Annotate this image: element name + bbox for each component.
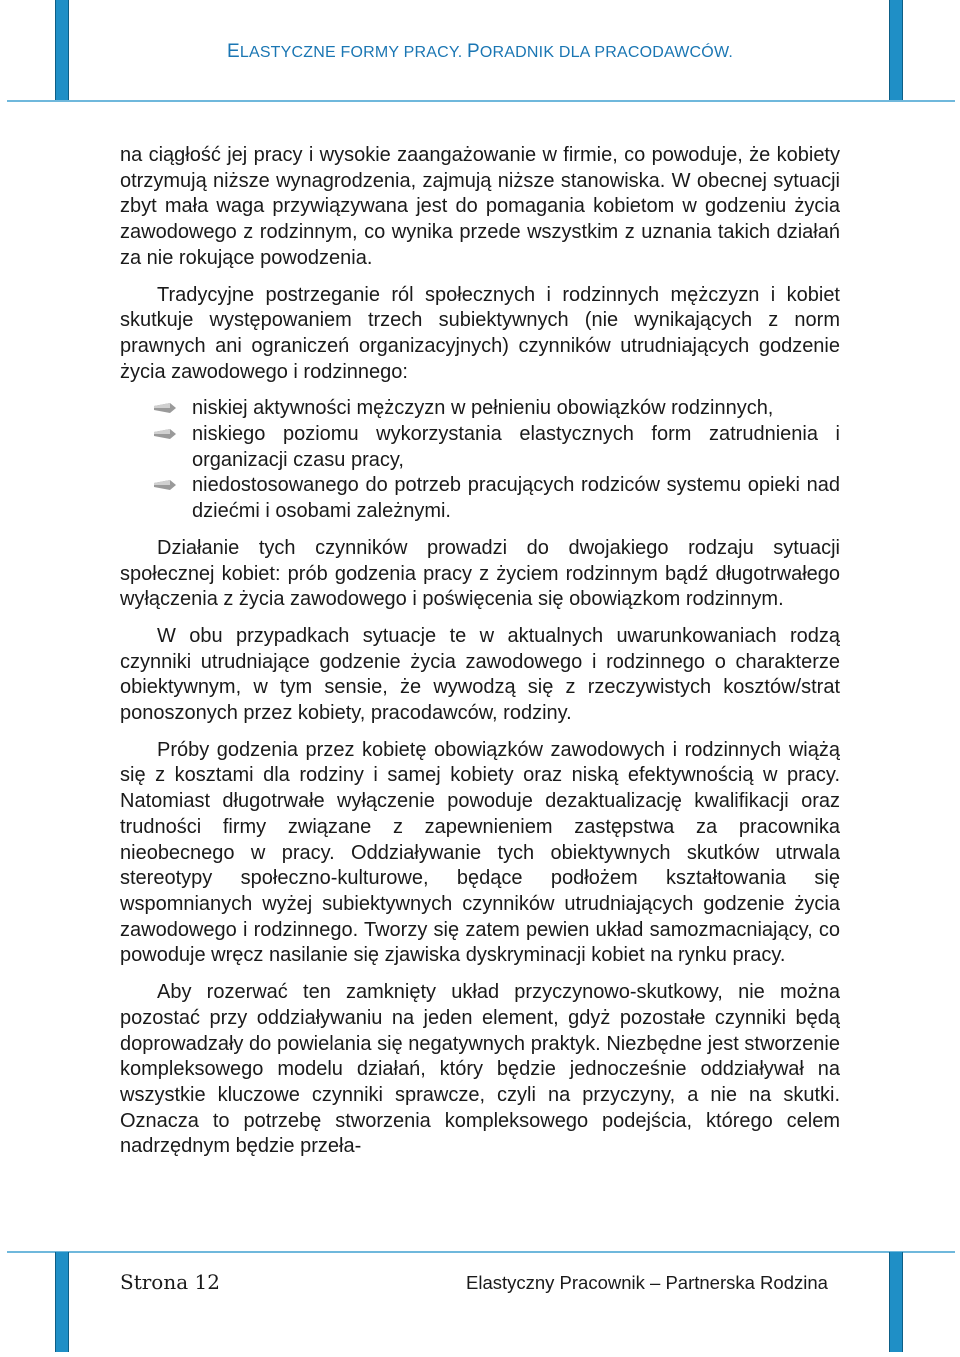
footer-right-bar [889,1252,903,1352]
paragraph-1: na ciągłość jej pracy i wysokie zaangażowanie w firmie, co powoduje, że kobiety otrzymują niższe wynagrodzenia, zajmują niższe stanowiska. W obecnej sytuacji zbyt mała waga przywiązywana jest do pomagania kobietom w godzeniu życia zawodowego z rodzinnym, co wynika przede wszystkim z uznania takich działań za nie rokujące powodzenia. [120,144,840,269]
paragraph-3: Działanie tych czynników prowadzi do dwojakiego rodzaju sytuacji społecznej kobiet: prób godzenia pracy z życiem rodzinnym bądź długotrwałego wyłączenia z życia zawodowego i poświęcenia się obowiązkom rodzinnym. [120,536,840,611]
paragraph-6: Aby rozerwać ten zamknięty układ przyczynowo-skutkowy, nie można pozostać przy oddziaływaniu na jeden element, gdyż pozostałe czynniki będą doprowadzały do powielania się negatywnych praktyk. Niezbędne jest stworzenie kompleksowego modelu działań, który będzie jednocześnie oddziaływał na wszystkie kluczowe czynniki sprawcze, czyli na przyczyny, a nie na skutki. Oznacza to potrzebę stworzenia kompleksowego podejścia, którego celem nadrzędnym będzie przeła- [120,981,840,1158]
header-cap-1: E [226,41,240,62]
bullet-list [120,396,840,525]
bullet-text: niskiej aktywności mężczyzn w pełnieniu obowiązków rodzinnych, [192,397,774,420]
footer-rule [7,1251,955,1253]
paragraph-2: Tradycyjne postrzeganie ról społecznych i rodzinnych mężczyzn i kobiet skutkuje występowaniem trzech subiektywnych (nie wynikających z norm prawnych ani ograniczeń organizacyjnych) czynników utrudniających godzenie życia zawodowego i rodzinnego: [120,283,840,383]
bullet-text: niedostosowanego do potrzeb pracujących rodziców systemu opieki nad dziećmi i osobami zależnymi. [192,474,840,523]
running-header [0,41,960,63]
pencil-bullet-icon [154,402,176,414]
list-item [120,473,840,524]
header-rule [7,100,955,102]
paragraph-5: Próby godzenia przez kobietę obowiązków zawodowych i rodzinnych wiążą się z kosztami dla rodziny i samej kobiety oraz niską efektywnością w pracy. Natomiast długotrwałe wyłączenie powoduje dezaktualizację kwalifikacji oraz trudności firmy związane z zapewnieniem zastępstwa za pracownika nieobecnego w pracy. Oddziaływanie tych obiektywnych skutków utrwala stereotypy społeczno-kulturowe, będące podłożem kształtowania się wspomnianych wyżej subiektywnych czynników utrudniających godzenie życia zawodowego i rodzinnego. Tworzy się zatem pewien układ samozmacniający, co powoduje wręcz nasilanie się zjawiska dyskryminacji kobiet na rynku pracy. [120,738,840,967]
pencil-bullet-icon [154,479,176,491]
header-cap-2: P [467,41,480,62]
header-rest-1: LASTYCZNE FORMY PRACY. [239,44,468,61]
pencil-bullet-icon [154,428,176,440]
paragraph-4: W obu przypadkach sytuacje te w aktualnych uwarunkowaniach rodzą czynniki utrudniające godzenie życia zawodowego i rodzinnego o charakterze obiektywnym, w tym sensie, że wywodzą się z rzeczywistych kosztów/strat ponoszonych przez kobiety, pracodawców, rodziny. [120,624,840,725]
list-item [120,396,840,422]
page-body [120,143,840,1171]
footer-left-bar [55,1252,69,1352]
list-item [120,422,840,473]
header-rest-2: ORADNIK DLA PRACODAWCÓW. [479,44,734,61]
footer-project-title: Elastyczny Pracownik – Partnerska Rodzina [466,1272,828,1293]
page-number: Strona 12 [120,1270,220,1294]
bullet-text: niskiego poziomu wykorzystania elastycznych form zatrudnienia i organizacji czasu pracy, [192,423,840,471]
